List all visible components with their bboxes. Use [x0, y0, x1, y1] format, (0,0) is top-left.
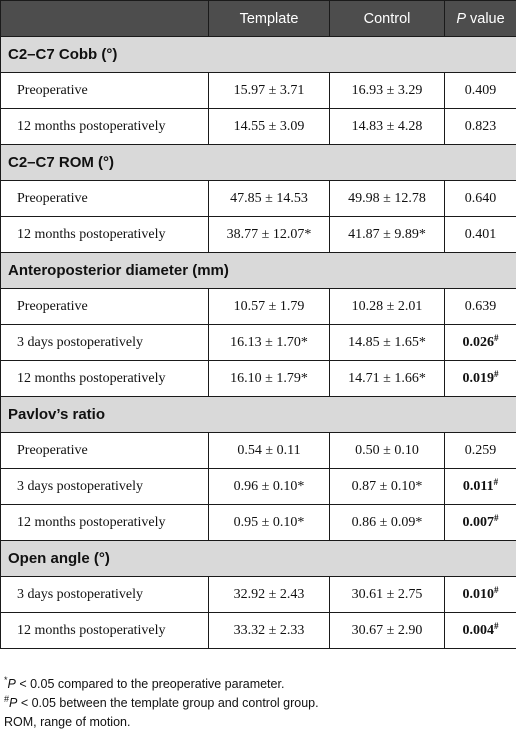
p-value-cell	[445, 505, 516, 541]
footnote-hash	[4, 694, 319, 713]
p-value-cell	[445, 433, 516, 469]
section-title: Open angle (°)	[1, 541, 516, 577]
template-value: 0.54 ± 0.11	[209, 433, 330, 469]
section-header-row	[1, 37, 516, 73]
significance-mark: #	[494, 332, 499, 343]
row-label: 3 days postoperatively	[1, 577, 209, 613]
template-value: 15.97 ± 3.71	[209, 73, 330, 109]
p-value: 0.640	[464, 190, 497, 206]
control-value: 14.71 ± 1.66*	[330, 361, 445, 397]
table-row	[1, 577, 516, 613]
table-row	[1, 613, 516, 649]
footnote-hash-mark: #	[4, 694, 10, 704]
footnote-star-text: < 0.05 compared to the preoperative parameter.	[15, 677, 285, 691]
footnote-star-mark: *	[4, 675, 8, 685]
table-row	[1, 469, 516, 505]
section-header-row	[1, 253, 516, 289]
p-value-cell	[445, 613, 516, 649]
significance-mark: #	[493, 476, 499, 487]
row-label: 3 days postoperatively	[1, 325, 209, 361]
row-label: Preoperative	[1, 73, 209, 109]
row-label: 12 months postoperatively	[1, 613, 209, 649]
header-template: Template	[209, 1, 330, 37]
header-blank-cell	[1, 1, 209, 37]
p-value: 0.007	[462, 514, 494, 530]
row-label: 12 months postoperatively	[1, 217, 209, 253]
control-value: 16.93 ± 3.29	[330, 73, 445, 109]
row-label: 12 months postoperatively	[1, 109, 209, 145]
footnote-hash-p: P	[9, 696, 18, 710]
header-control: Control	[330, 1, 445, 37]
control-value: 49.98 ± 12.78	[330, 181, 445, 217]
p-value: 0.639	[464, 298, 497, 314]
template-value: 10.57 ± 1.79	[209, 289, 330, 325]
significance-mark: #	[494, 620, 499, 631]
p-value-cell	[445, 469, 516, 505]
row-label: 3 days postoperatively	[1, 469, 209, 505]
table-row	[1, 505, 516, 541]
table-row	[1, 217, 516, 253]
section-header-row	[1, 397, 516, 433]
table-row	[1, 181, 516, 217]
header-p-value	[445, 1, 516, 37]
header-p-italic: P	[456, 10, 466, 27]
table-body	[1, 37, 516, 649]
control-value: 30.61 ± 2.75	[330, 577, 445, 613]
table-header-row	[1, 1, 516, 37]
row-label: Preoperative	[1, 181, 209, 217]
p-value: 0.409	[464, 82, 497, 98]
section-title: Anteroposterior diameter (mm)	[1, 253, 516, 289]
table-row	[1, 289, 516, 325]
significance-mark: #	[494, 368, 499, 379]
header-p-rest: value	[465, 10, 505, 27]
footnote-hash-text: < 0.05 between the template group and control group.	[17, 696, 319, 710]
control-value: 0.87 ± 0.10*	[330, 469, 445, 505]
control-value: 0.50 ± 0.10	[330, 433, 445, 469]
p-value-cell	[445, 577, 516, 613]
row-label: Preoperative	[1, 289, 209, 325]
p-value-cell	[445, 325, 516, 361]
p-value: 0.259	[464, 442, 497, 458]
template-value: 33.32 ± 2.33	[209, 613, 330, 649]
section-title: C2–C7 ROM (°)	[1, 145, 516, 181]
template-value: 16.13 ± 1.70*	[209, 325, 330, 361]
template-value: 0.95 ± 0.10*	[209, 505, 330, 541]
section-title: C2–C7 Cobb (°)	[1, 37, 516, 73]
p-value-cell	[445, 181, 516, 217]
template-value: 14.55 ± 3.09	[209, 109, 330, 145]
p-value-cell	[445, 109, 516, 145]
significance-mark: #	[494, 512, 499, 523]
section-title: Pavlov’s ratio	[1, 397, 516, 433]
p-value: 0.401	[464, 226, 497, 242]
p-value: 0.010	[462, 586, 494, 602]
control-value: 30.67 ± 2.90	[330, 613, 445, 649]
template-value: 0.96 ± 0.10*	[209, 469, 330, 505]
section-header-row	[1, 145, 516, 181]
p-value: 0.026	[462, 334, 494, 350]
row-label: Preoperative	[1, 433, 209, 469]
table-row	[1, 361, 516, 397]
p-value-cell	[445, 361, 516, 397]
control-value: 14.85 ± 1.65*	[330, 325, 445, 361]
p-value: 0.011	[462, 478, 494, 494]
template-value: 47.85 ± 14.53	[209, 181, 330, 217]
p-value: 0.004	[462, 622, 494, 638]
table-row	[1, 109, 516, 145]
p-value-cell	[445, 73, 516, 109]
template-value: 32.92 ± 2.43	[209, 577, 330, 613]
section-header-row	[1, 541, 516, 577]
row-label: 12 months postoperatively	[1, 505, 209, 541]
control-value: 10.28 ± 2.01	[330, 289, 445, 325]
control-value: 41.87 ± 9.89*	[330, 217, 445, 253]
footnote-rom: ROM, range of motion.	[4, 715, 131, 729]
control-value: 14.83 ± 4.28	[330, 109, 445, 145]
row-label: 12 months postoperatively	[1, 361, 209, 397]
table-footnotes	[4, 675, 319, 732]
p-value: 0.823	[464, 118, 497, 134]
table-row	[1, 73, 516, 109]
footnote-star	[4, 675, 319, 694]
table-row	[1, 433, 516, 469]
template-value: 16.10 ± 1.79*	[209, 361, 330, 397]
control-value: 0.86 ± 0.09*	[330, 505, 445, 541]
p-value: 0.019	[462, 370, 494, 386]
significance-mark: #	[494, 584, 499, 595]
footnote-star-p: P	[7, 677, 16, 691]
p-value-cell	[445, 217, 516, 253]
p-value-cell	[445, 289, 516, 325]
template-value: 38.77 ± 12.07*	[209, 217, 330, 253]
table-row	[1, 325, 516, 361]
